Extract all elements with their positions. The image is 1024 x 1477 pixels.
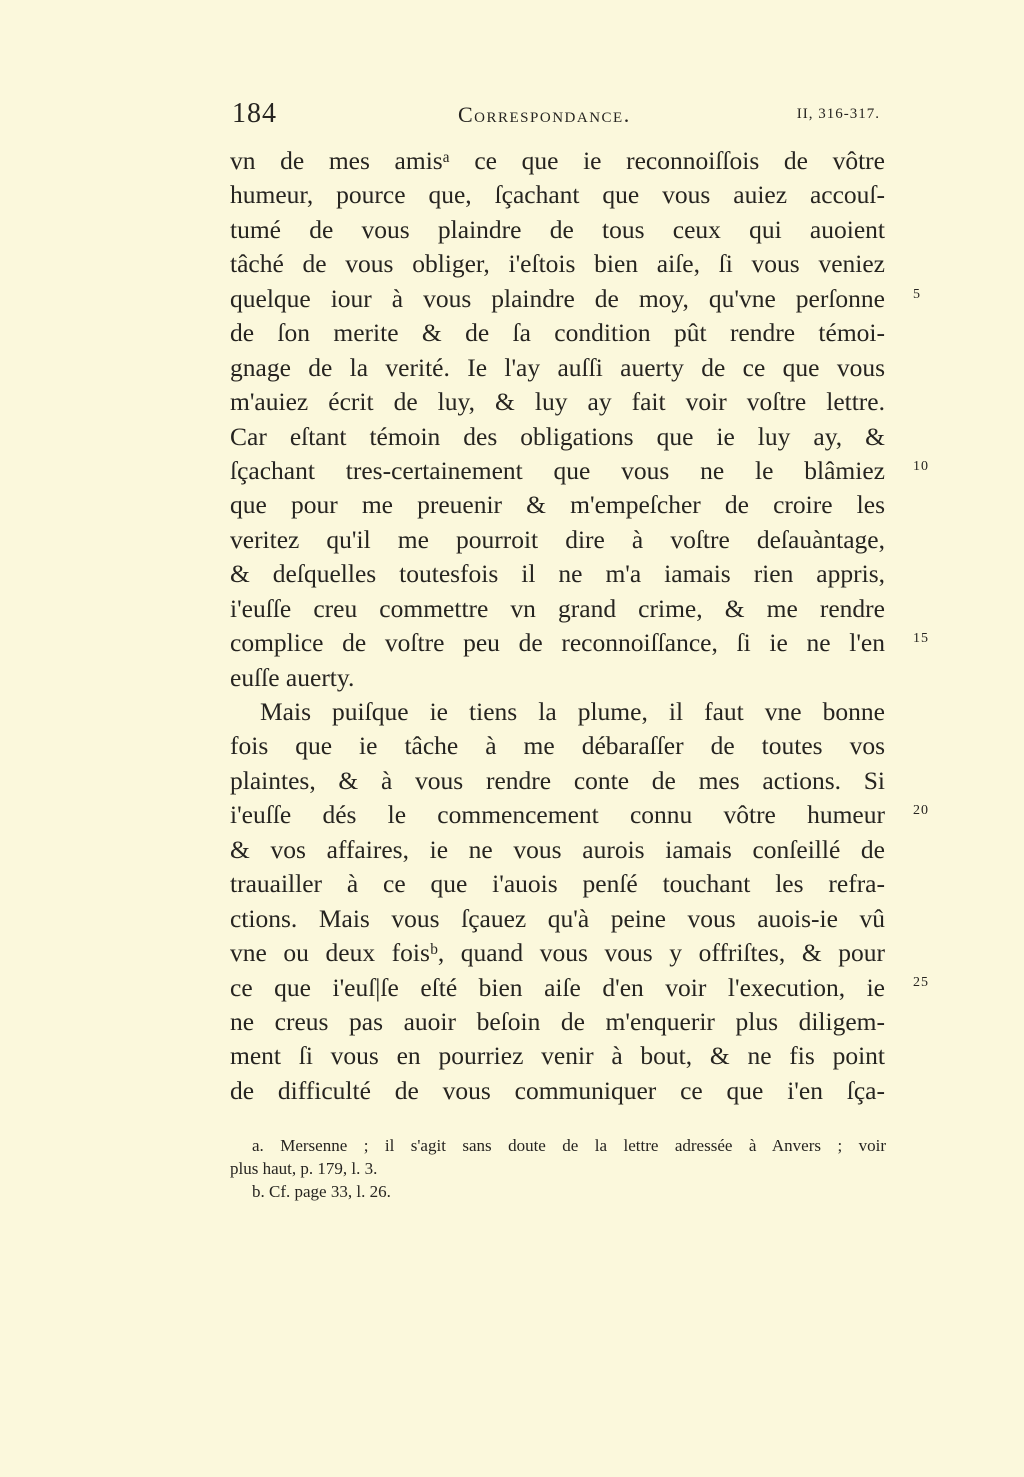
page-header	[232, 98, 884, 134]
page-reference: II, 316-317.	[796, 106, 880, 122]
text-line: ctions. Mais vous ſçauez qu'à peine vous auois-ie vû	[230, 903, 885, 933]
text-line: veritez qu'il me pourroit dire à voſtre deſauàntage,	[230, 524, 885, 554]
text-line: Car eſtant témoin des obligations que ie luy ay, &	[230, 421, 885, 451]
text-line: Mais puiſque ie tiens la plume, il faut vne bonne	[260, 697, 885, 726]
footnote-line: plus haut, p. 179, l. 3.	[230, 1159, 378, 1178]
text-line: m'auiez écrit de luy, & luy ay fait voir voſtre lettre.	[230, 387, 885, 417]
text-line: humeur, pource que, ſçachant que vous auiez accouſ-	[230, 180, 885, 210]
text-line: tâché de vous obliger, i'eſtois bien aiſe, ſi vous veniez	[230, 249, 885, 279]
text-line: complice de voſtre peu de reconnoiſſance, ſi ie ne l'en	[230, 628, 885, 658]
body-text	[230, 144, 885, 1108]
text-line: gnage de la verité. Ie l'ay auſſi auerty de ce que vous	[230, 352, 885, 382]
text-line: plaintes, & à vous rendre conte de mes actions. Si	[230, 765, 885, 795]
line-number: 20	[913, 803, 929, 818]
text-line: de difficulté de vous communiquer ce que i'en ſça-	[230, 1075, 885, 1105]
line-number: 15	[913, 631, 929, 646]
text-line: i'euſſe creu commettre vn grand crime, & me rendre	[230, 593, 885, 623]
text-line: trauailler à ce que i'auois penſé touchant les refra-	[230, 869, 885, 899]
text-line: ſçachant tres-certainement que vous ne le blâmiez	[230, 455, 885, 485]
text-line: ment ſi vous en pourriez venir à bout, & ne fis point	[230, 1041, 885, 1071]
text-line: vne ou deux foisᵇ, quand vous vous y offriſtes, & pour	[230, 938, 885, 968]
footnotes	[230, 1134, 886, 1203]
text-line: ne creus pas auoir beſoin de m'enquerir plus diligem-	[230, 1006, 885, 1036]
footnote-line: a. Mersenne ; il s'agit sans doute de la lettre adressée à Anvers ; voir	[252, 1136, 886, 1155]
text-line: fois que ie tâche à me débaraſſer de toutes vos	[230, 731, 885, 761]
page-number: 184	[232, 98, 277, 129]
text-line: ce que i'euſ|ſe eſté bien aiſe d'en voir l'execution, ie	[230, 972, 885, 1002]
text-line: i'euſſe dés le commencement connu vôtre humeur	[230, 800, 885, 830]
text-line: que pour me preuenir & m'empeſcher de croire les	[230, 490, 885, 520]
running-head: Correspondance.	[458, 102, 631, 127]
line-number: 5	[913, 287, 921, 302]
text-line: tumé de vous plaindre de tous ceux qui auoient	[230, 214, 885, 244]
text-line: & vos affaires, ie ne vous aurois iamais conſeillé de	[230, 834, 885, 864]
text-line: & deſquelles toutesfois il ne m'a iamais rien appris,	[230, 559, 885, 589]
line-number: 25	[913, 975, 929, 990]
line-number: 10	[913, 459, 929, 474]
text-line: euſſe auerty.	[230, 662, 355, 692]
text-line: vn de mes amisᵃ ce que ie reconnoiſſois de vôtre	[230, 146, 885, 175]
text-line: quelque iour à vous plaindre de moy, qu'vne perſonne	[230, 283, 885, 313]
text-line: de ſon merite & de ſa condition pût rendre témoi-	[230, 318, 885, 348]
footnote-line: b. Cf. page 33, l. 26.	[252, 1182, 391, 1201]
